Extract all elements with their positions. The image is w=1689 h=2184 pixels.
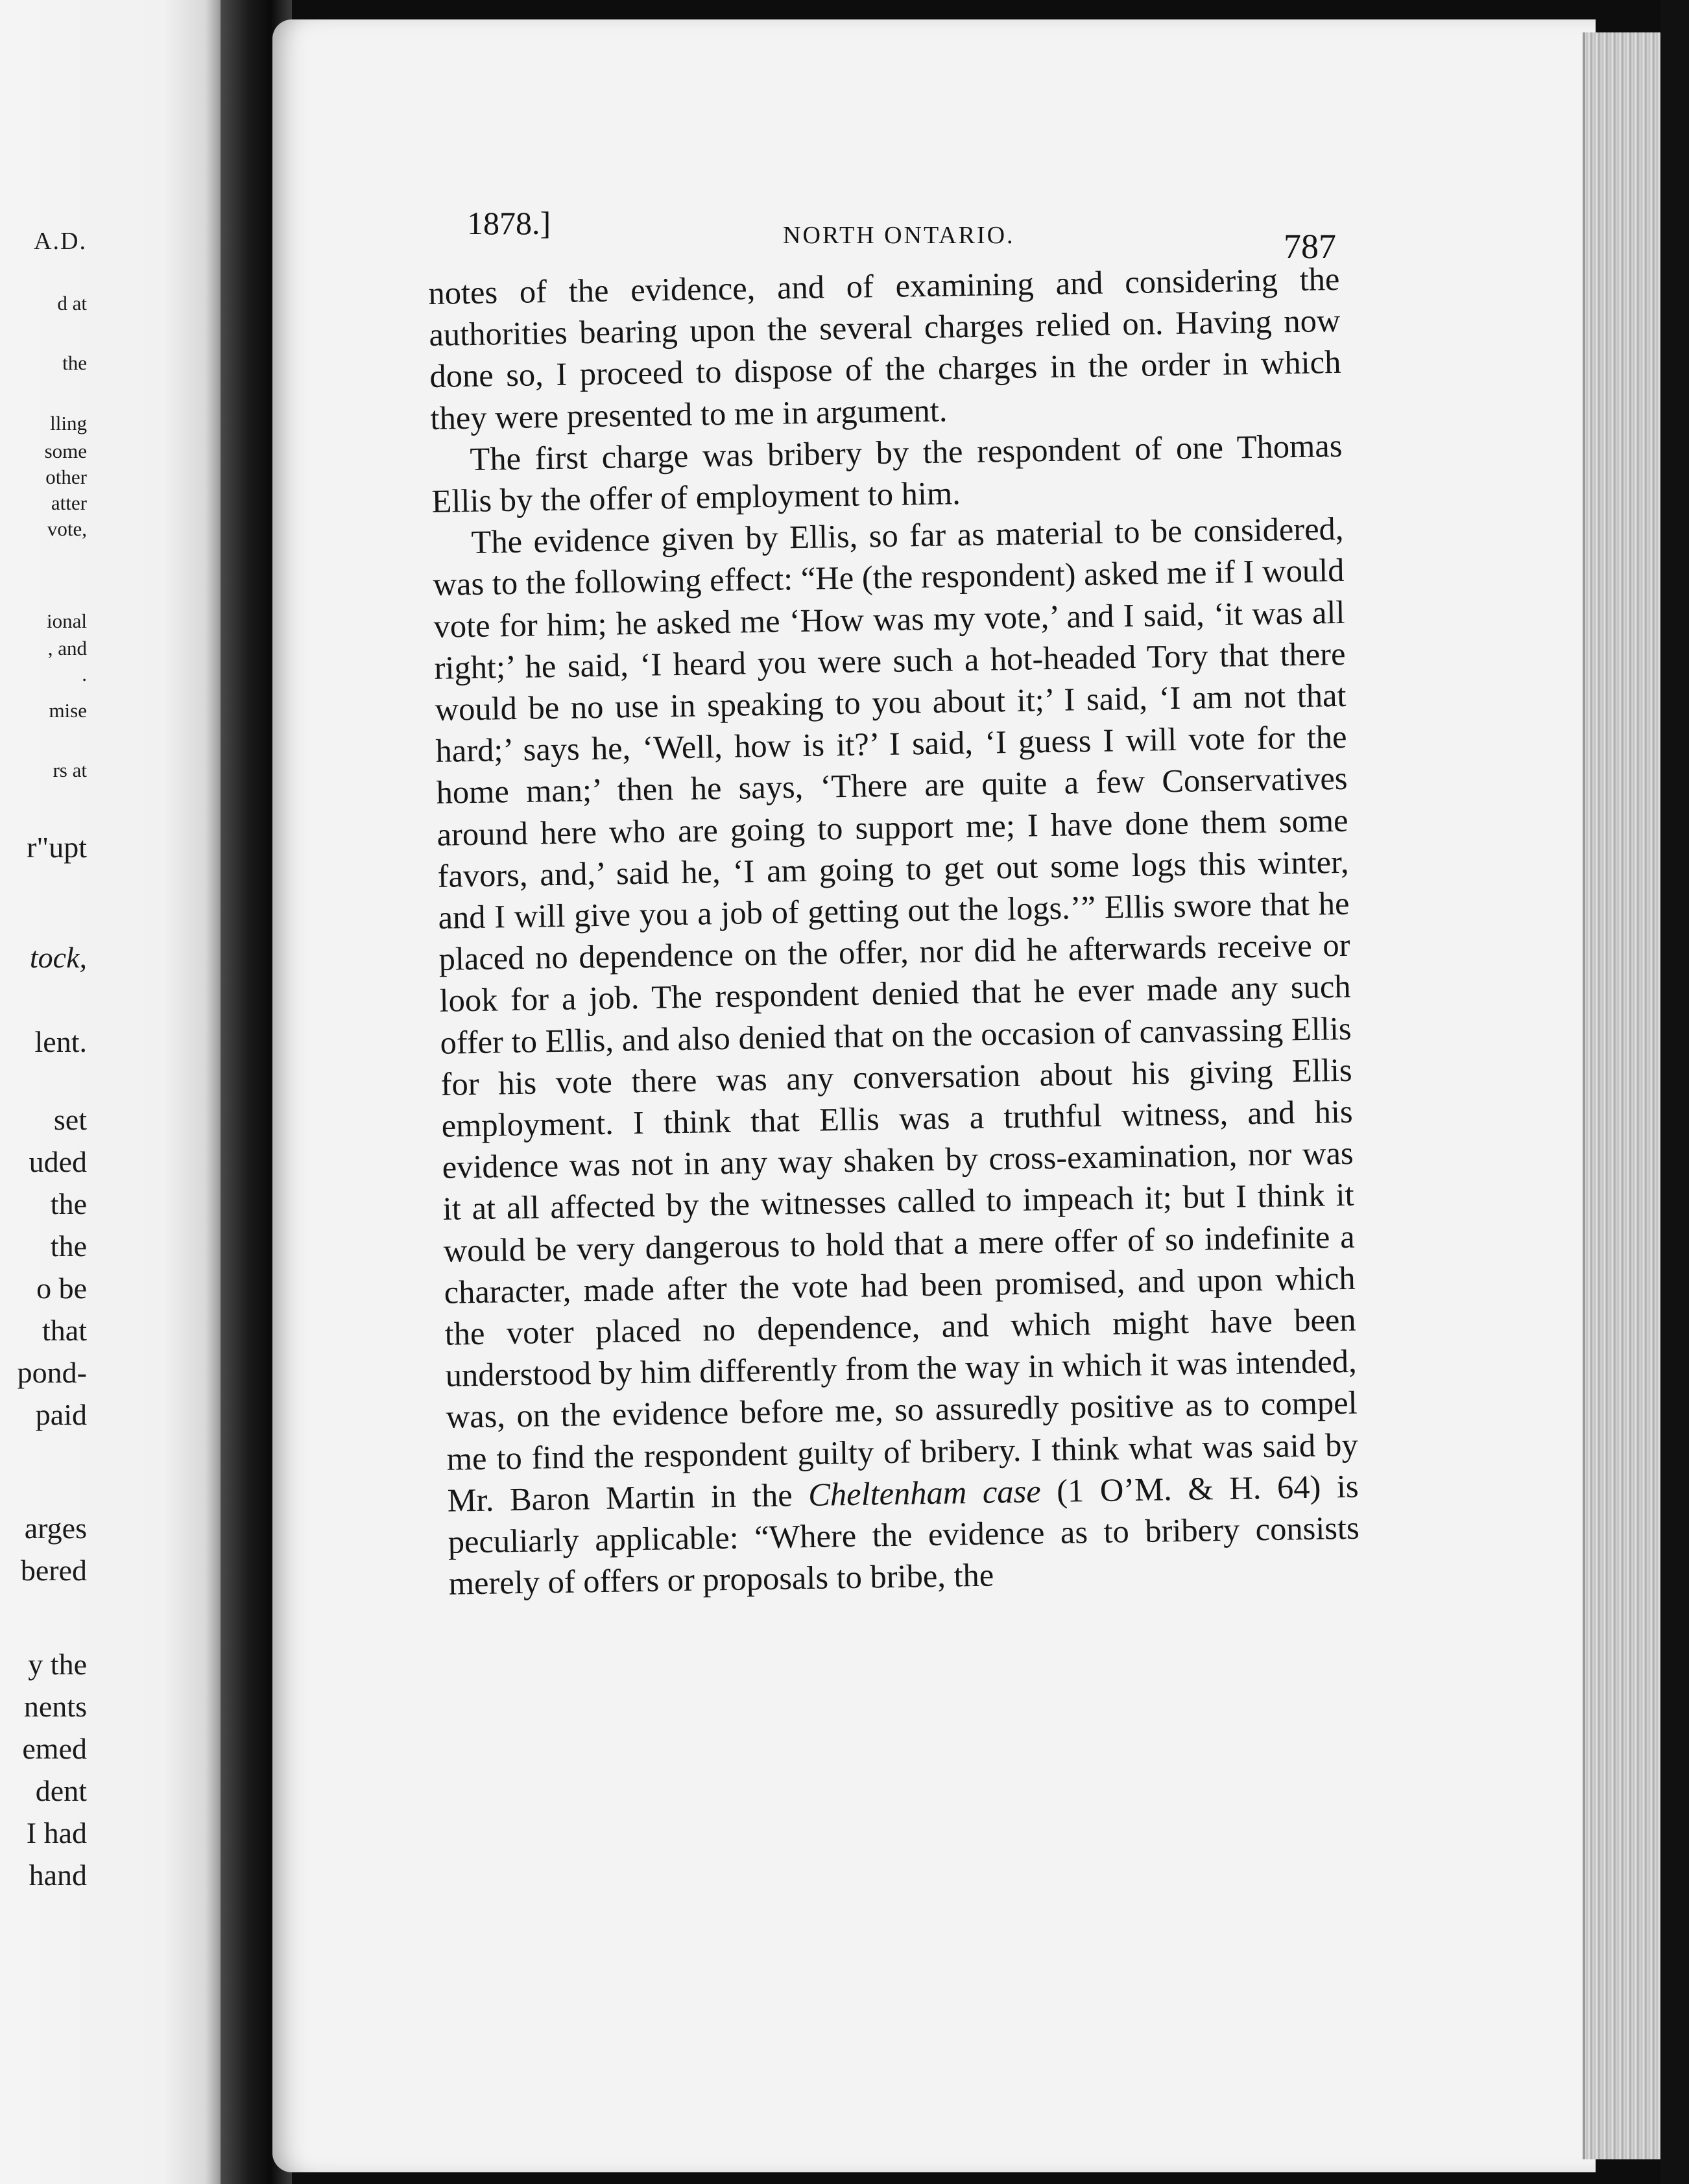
left-page-fragment: , and bbox=[47, 637, 87, 659]
header-year: 1878.] bbox=[467, 205, 551, 241]
left-page-fragment: d at bbox=[57, 292, 87, 315]
left-page-fragment: paid bbox=[35, 1398, 87, 1431]
left-page-fragment: the bbox=[50, 1229, 87, 1263]
left-page-fragment: lent. bbox=[34, 1025, 87, 1058]
scan-background-edge bbox=[1660, 0, 1689, 2184]
left-page-fragment: ional bbox=[47, 610, 87, 632]
left-page-fragment: the bbox=[62, 351, 87, 374]
left-page-fragment: I had bbox=[26, 1816, 87, 1849]
left-page-fragment: the bbox=[50, 1187, 87, 1220]
left-page-fragment: rs at bbox=[53, 759, 87, 781]
left-page-fragment: other bbox=[45, 466, 87, 488]
left-page-fragment: mise bbox=[49, 699, 87, 722]
left-page-fragment: y the bbox=[28, 1648, 87, 1681]
left-page-fragment: vote, bbox=[47, 517, 87, 540]
left-page-fragment: o be bbox=[36, 1272, 87, 1305]
left-page-fragment: tock, bbox=[29, 941, 87, 974]
header-title: NORTH ONTARIO. bbox=[783, 222, 1015, 249]
case-citation: Cheltenham case bbox=[808, 1473, 1042, 1513]
left-page-fragment: that bbox=[42, 1314, 87, 1347]
left-page-fragment: hand bbox=[29, 1858, 87, 1892]
left-page-fragment: atter bbox=[51, 492, 87, 514]
evidence-text: The evidence given by Ellis, so far as material to be considered, was to the following effect: “He (the respondent) asked me if I would vote for him; he asked me ‘How was my vote,’ and I said, ‘it was all right;’ he said, ‘I heard you were such a hot-headed Tory that there would be no use in speaking to you about it;’ I said, ‘I am not that hard;’ says he, ‘Well, how is it?’ I said, ‘I guess I will vote for the home man;’ then he says, ‘There are quite a few Conservatives around here who are going to support me; I have done them some favors, and,’ said he, ‘I am going to get out some logs this winter, and I will give you a job of getting out the logs.’” Ellis swore that he placed no dependence on the offer, nor did he afterwards receive or look for a job. The respondent denied that he ever made any such offer to Ellis, and also denied that on the occasion of canvassing Ellis for his vote there was any conversation about his giving Ellis employment. I think that Ellis was a truthful witness, and his evidence was not in any way shaken by cross-examination, nor was it at all affected by the witnesses called to impeach it; but I think it would be very dangerous to hold that a mere offer of so indefinite a character, made after the vote had been promised, and upon which the voter placed no dependence, and which might have been understood by him differently from the way in which it was intended, was, on the evidence before me, so assuredly positive as to compel me to find the respondent guilty of bribery. I think what was said by Mr. Baron Martin in the bbox=[433, 510, 1359, 1519]
left-page-fragment: pond- bbox=[17, 1356, 87, 1389]
evidence-text-end: (1 O’M. & H. 64) is peculiarly applicable: “Where the evidence as to bribery consists merely of offers or proposals to bribe, the bbox=[448, 1467, 1360, 1602]
left-page-fragment: lling bbox=[50, 412, 87, 434]
left-page-fragment: nents bbox=[23, 1690, 87, 1723]
paragraph-continued: notes of the evidence, and of examining and considering the authorities bearing upon the several charges relied on. Having now done so, I proceed to dispose of the charges in the order in which they were presented to me in argument. bbox=[428, 260, 1341, 436]
page-body bbox=[428, 258, 1360, 1604]
paragraph-evidence bbox=[432, 508, 1360, 1604]
left-page-fragment: set bbox=[53, 1103, 87, 1136]
left-page-fragment: uded bbox=[29, 1145, 87, 1178]
paragraph-first-charge: The first charge was bribery by the respondent of one Thomas Ellis by the offer of employment to him. bbox=[431, 427, 1343, 519]
previous-page-edge bbox=[0, 0, 234, 2184]
left-page-fragment: A.D. bbox=[34, 228, 87, 255]
left-page-fragment: r"upt bbox=[27, 831, 87, 864]
page-number: 787 bbox=[1284, 227, 1336, 266]
left-page-fragment: arges bbox=[24, 1512, 87, 1545]
left-page-fragment: bered bbox=[20, 1554, 87, 1587]
running-header bbox=[467, 198, 1336, 266]
left-page-fragment: emed bbox=[22, 1732, 87, 1765]
left-page-fragment: . bbox=[82, 663, 87, 685]
left-page-fragment: some bbox=[44, 440, 87, 462]
left-page-fragment: dent bbox=[35, 1774, 87, 1807]
